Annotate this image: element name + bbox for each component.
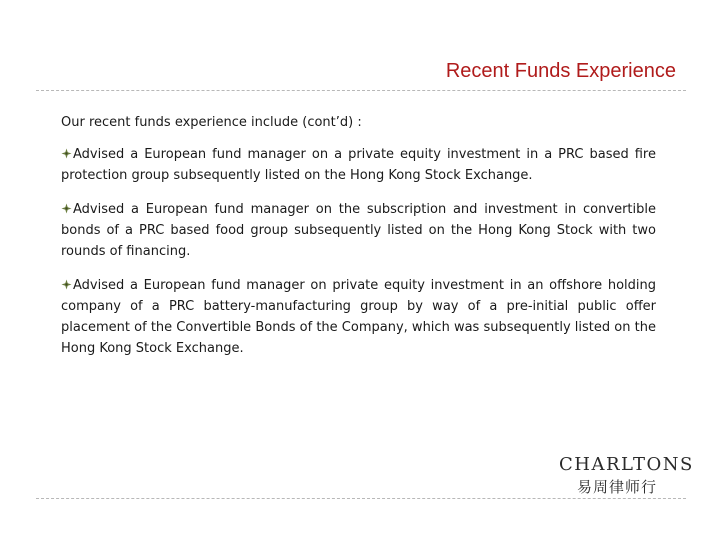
logo-chinese-name: 易周律师行 <box>577 478 658 496</box>
bullet-item <box>61 275 656 359</box>
bullet-text: Advised a European fund manager on a private equity investment in a PRC based fire protection group subsequently listed on the Hong Kong Stock Exchange. <box>61 147 656 183</box>
top-divider <box>36 90 686 91</box>
logo-wordmark: CHARLTONS <box>559 454 694 475</box>
bullet-item <box>61 199 656 262</box>
slide-title: Recent Funds Experience <box>445 60 676 82</box>
ornamental-bullet-icon <box>61 148 72 159</box>
ornamental-bullet-icon <box>61 279 72 290</box>
charltons-logo <box>557 452 694 496</box>
bottom-divider <box>36 498 686 499</box>
ornamental-bullet-icon <box>61 203 72 214</box>
bullet-text: Advised a European fund manager on private equity investment in an offshore holding company of a PRC battery-manufacturing group by way of a pre-initial public offer placement of the Convertible Bonds of the Company, which was subsequently listed on the Hong Kong Stock Exchange. <box>61 278 656 356</box>
slide-content <box>61 112 656 372</box>
bullet-item <box>61 144 656 186</box>
intro-text: Our recent funds experience include (cont’d) : <box>61 115 362 130</box>
bullet-text: Advised a European fund manager on the subscription and investment in convertible bonds of a PRC based food group subsequently listed on the Hong Kong Stock with two rounds of financing. <box>61 202 656 259</box>
